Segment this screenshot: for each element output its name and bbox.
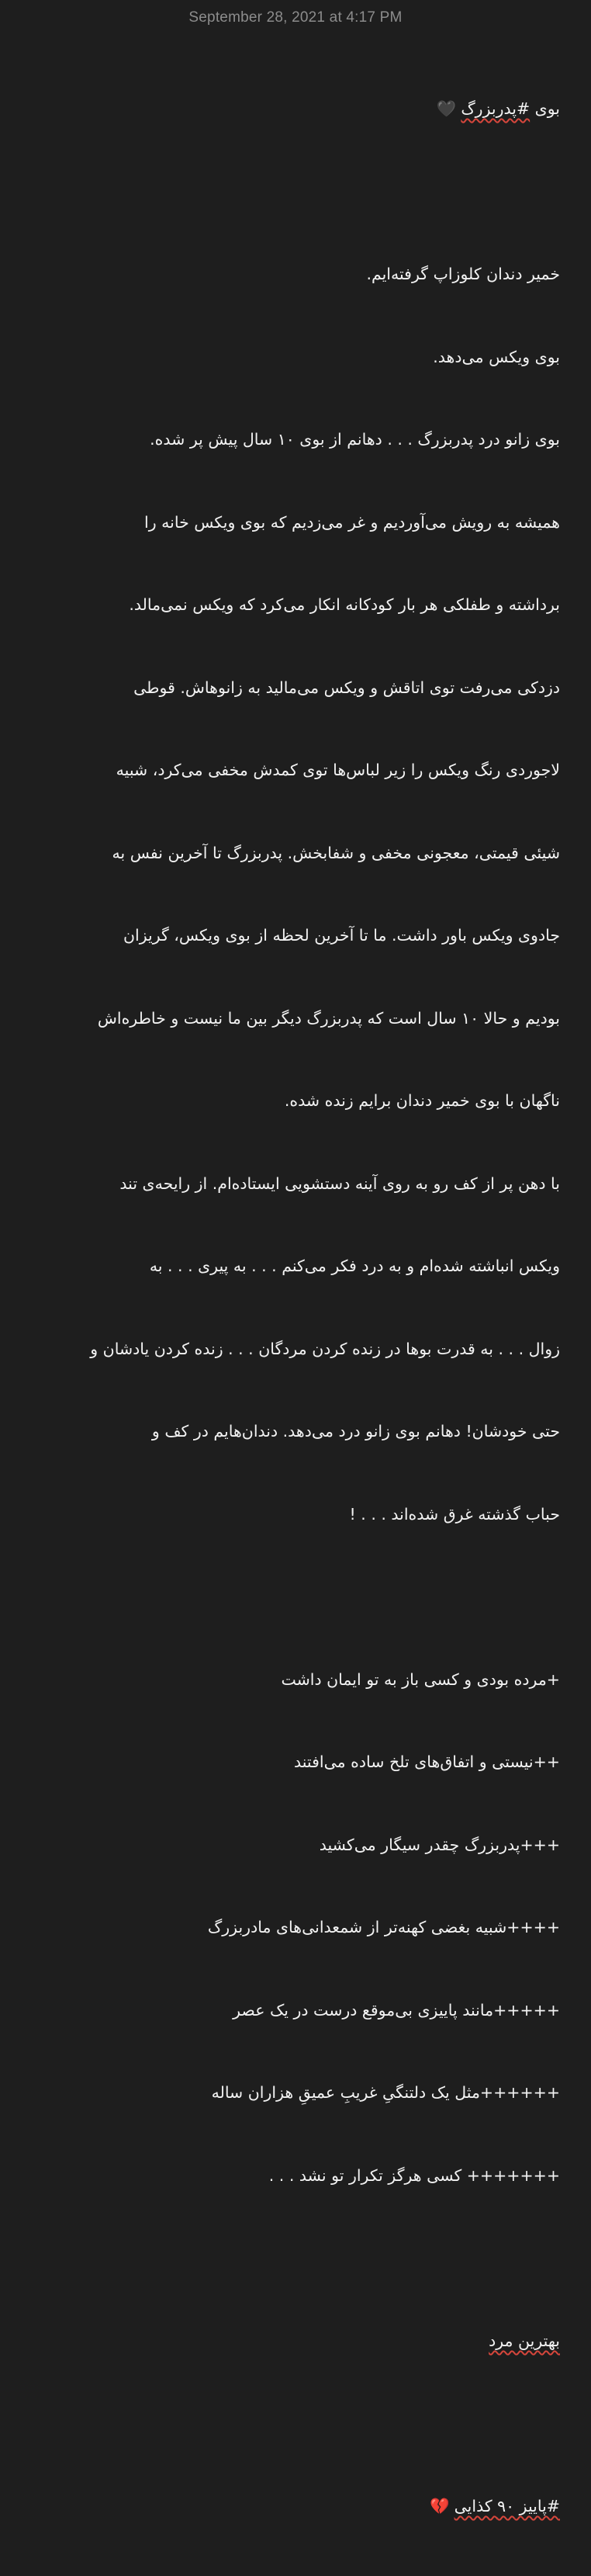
note-timestamp: September 28, 2021 at 4:17 PM [188,9,403,26]
paragraph-line: ویکس انباشته شده‌ام و به درد فکر می‌کنم . . . به پیری . . . به [149,1257,560,1276]
list-line: ++نیستی و اتفاق‌های تلخ ساده می‌افتند [293,1753,560,1772]
paragraph-line: حباب گذشته غرق شده‌اند . . . ! [349,1504,560,1524]
paragraph-line: ناگهان با بوی خمیر دندان برایم زنده شده. [284,1091,560,1111]
paragraph-line: خمیر دندان کلوزاپ گرفته‌ایم. [366,265,560,284]
blank-line [23,2410,560,2438]
note-body[interactable] [23,40,560,2576]
list-line: +++++مانند پاییزی بی‌موقع درست در یک عصر [233,2000,560,2020]
signature-text: بهترین مرد [489,2331,560,2350]
list-line: ++++شبیه بغضی کهنه‌تر از شمعدانی‌های مادربزرگ [207,1918,560,1937]
paragraph-line: بوی زانو درد پدربزرگ . . . دهانم از بوی ۱۰ سال پیش پر شده. [150,430,560,449]
paragraph-line: دزدکی می‌رفت توی اتاقش و ویکس می‌مالید به زانوهاش. قوطی [133,678,560,697]
list-line: +++++++ کسی هرگز تکرار تو نشد . . . [268,2165,560,2185]
paragraph-line: بوی ویکس می‌دهد. [433,347,560,366]
paragraph-line: همیشه به رویش می‌آوردیم و غر می‌زدیم که بوی ویکس خانه را [144,512,560,532]
paragraph-line: شیئی قیمتی، معجونی مخفی و شفابخش. پدربزرگ تا آخرین نفس به [112,843,560,862]
paragraph-line: با دهن پر از کف رو به روی آینه دستشویی ایستاده‌ام. از رایحه‌ی تند [119,1174,560,1193]
paragraph-line: حتی خودشان! دهانم بوی زانو درد می‌دهد. دندان‌هایم در کف و [151,1422,560,1441]
blank-line [23,179,560,206]
paragraph-line: لاجوردی رنگ ویکس را زیر لباس‌ها توی کمدش مخفی می‌کرد، شبیه [116,761,560,780]
signature-line [23,2328,560,2356]
broken-heart-icon: 💔 [430,2497,450,2515]
note-title-prefix: بوی [530,99,560,118]
paragraph-line: برداشته و طفلکی هر بار کودکانه انکار می‌کرد که ویکس نمی‌مالد. [129,595,560,615]
list-line: +++پدربزرگ چقدر سیگار می‌کشید [319,1835,560,1854]
paragraph-line: جادوی ویکس باور داشت. ما تا آخرین لحظه از بوی ویکس، گریزان [123,926,560,945]
blank-line [23,2245,560,2273]
paragraph-line: بودیم و حالا ۱۰ سال است که پدربزرگ دیگر بین ما نیست و خاطره‌اش [97,1008,560,1028]
black-heart-icon: 🖤 [436,99,457,119]
list-line: ++++++مثل یک دلتنگیِ غریبِ عمیقِ هزاران ساله [211,2083,560,2103]
closing-line [23,2493,560,2521]
title-hashtag: #پدربزرگ [461,99,531,118]
blank-line [23,1583,560,1611]
closing-hashtag: #پاییز ۹۰ کذایی [454,2496,560,2515]
list-line: +مرده بودی و کسی باز به تو ایمان داشت [281,1669,560,1689]
note-title-line [23,95,560,123]
paragraph-line: زوال . . . به قدرت بوها در زنده کردن مردگان . . . زنده کردن یادشان و [90,1339,560,1358]
